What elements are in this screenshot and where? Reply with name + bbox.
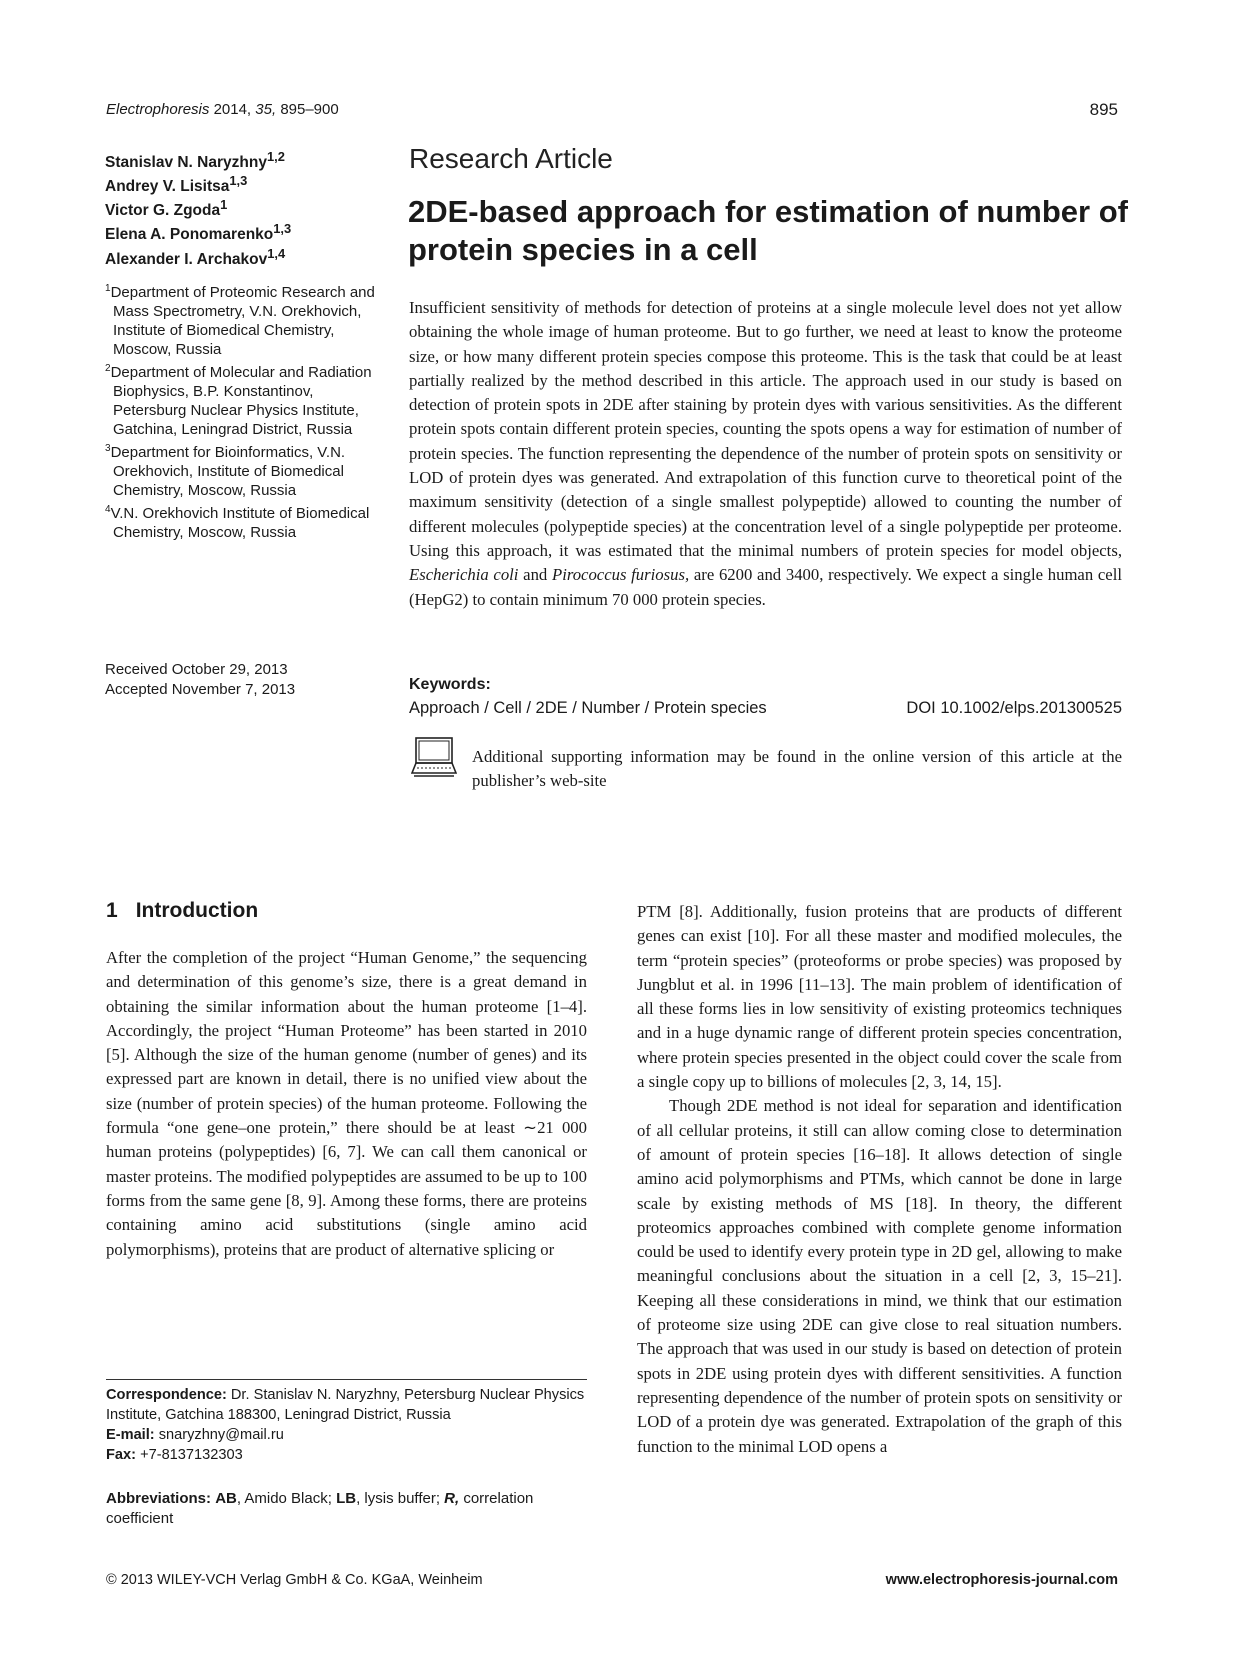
affiliation-list (105, 279, 380, 542)
author: Victor G. Zgoda$^1$ (105, 197, 228, 220)
accepted-date: Accepted November 7, 2013 (105, 681, 296, 698)
article-type: Research Article (409, 143, 613, 174)
article-dates (105, 660, 295, 700)
journal-volume: 35, (255, 101, 277, 118)
paragraph: PTM [8]. Additionally, fusion proteins that are products of different genes can exist [10]. For all these master and modified molecules, the term “protein species” (proteoforms or probe species) was proposed by Jungblut et al. in 1996 [11–13]. The main problem of identification of all these forms lies in low sensitivity of existing proteomics techniques and in a huge dynamic range of different protein species concentration, where protein species presented in the object could cover the scale from a single copy up to billions of molecules [2, 3, 14, 15]. (637, 902, 1122, 1092)
author-list (105, 148, 291, 269)
paragraph: Though 2DE method is not ideal for separation and identification of all cellular proteins, it still can allow coming close to determination of amount of protein species [16–18]. It allows detection of single amino acid polymorphisms and PTMs, which cannot be done in large scale by existing methods of MS [18]. In theory, the different proteomics approaches combined with complete genome information could be used to identify every protein type in 2D gel, allowing to make meaningful conclusions about the situation in a cell [2, 3, 15–21]. Keeping all these considerations in mind, we think that our estimation of proteome size using 2DE can give close to real situation numbers. The approach that was used in our study is based on detection of protein spots in 2DE using protein dyes with different sensitivities. A function representing dependence of the number of protein spots on sensitivity or LOD of a protein dye was generated. Extrapolation of the graph of this function to the minimal LOD opens a (637, 1096, 1122, 1456)
email-link[interactable]: snaryzhny@mail.ru (154, 1427, 284, 1443)
intro-left-column: After the completion of the project “Human Genome,” the sequencing and determination of this genome’s size, there is a great demand in obtaining the similar information about the human proteome [1–4]. Accordingly, the project “Human Proteome” has been started in 2010 [5]. Although the size of the human genome (number of genes) and its expressed part are known in detail, there is no unified view about the size (number of protein species) of the human proteome. Following the formula “one gene–one protein,” there should be at least ∼21 000 human proteins (polypeptides) [6, 7]. We can call them canonical or master proteins. The modified polypeptides are assumed to be up to 100 forms from the same gene [8, 9]. Among these forms, there are proteins containing amino acid substitutions (single amino acid polymorphisms), proteins that are product of alternative splicing or (106, 948, 587, 1259)
keyword-list: Approach / Cell / 2DE / Number / Protein species (409, 699, 767, 717)
supporting-info-note: Additional supporting information may be found in the online version of this article at the publisher’s web-site (472, 747, 1122, 790)
abbreviations: Abbreviations: AB, Amido Black; LB, lysis buffer; R, correlation coefficient (106, 1490, 534, 1527)
affiliation: $^1$Department of Proteomic Research and Mass Spectrometry, V.N. Orekhovich, Institute of Biomedical Chemistry, Moscow, Russia (105, 283, 375, 358)
journal-pages: 895–900 (280, 101, 339, 118)
keywords-line (409, 699, 1122, 718)
section-heading: 1 Introduction (106, 899, 259, 922)
running-head (106, 101, 339, 118)
computer-icon (411, 737, 457, 777)
article-title: 2DE-based approach for estimation of number of protein species in a cell (408, 194, 1128, 267)
footnote-rule (106, 1379, 587, 1380)
abstract: Insufficient sensitivity of methods for detection of proteins at a single molecule level does not yet allow obtaining the whole image of human proteome. But to go further, we need at least to know the proteome size, or how many different protein species compose this proteome. This is the task that could be at least partially realized by the method described in this article. The approach used in our study is based on detection of protein spots in 2DE after staining by protein dyes with various sensitivities. As the different protein spots contain different protein species, counting the spots opens a way for estimation of number of protein species. The function representing the dependence of the number of protein spots on sensitivity or LOD of protein dyes was generated. And extrapolation of this function curve to theoretical point of the maximum sensitivity (detection of a single smallest polypeptide) allowed to counting the number of different molecules (polypeptide species) at the concentration level of a single polypeptide per proteome. Using this approach, it was estimated that the minimal numbers of protein species for model objects, Escherichia coli and Pirococcus furiosus, are 6200 and 3400, respectively. We expect a single human cell (HepG2) to contain minimum 70 000 protein species. (409, 298, 1122, 609)
correspondence: Correspondence: Dr. Stanislav N. Naryzhny, Petersburg Nuclear Physics Institute, Gatchina 188300, Leningrad District, Russia E-mail: snaryzhny@mail.ru Fax: +7-8137132303 (106, 1387, 585, 1463)
affiliation: $^4$V.N. Orekhovich Institute of Biomedical Chemistry, Moscow, Russia (105, 504, 370, 541)
copyright: © 2013 WILEY-VCH Verlag GmbH & Co. KGaA, Weinheim (106, 1572, 483, 1588)
author: Elena A. Ponomarenko$^{1,3}$ (105, 221, 292, 244)
keywords-heading: Keywords: (409, 676, 491, 693)
author: Alexander I. Archakov$^{1,4}$ (105, 245, 286, 268)
author: Andrey V. Lisitsa$^{1,3}$ (105, 173, 248, 196)
doi[interactable]: DOI 10.1002/elps.201300525 (906, 699, 1122, 717)
journal-name: Electrophoresis (106, 101, 210, 118)
journal-url[interactable]: www.electrophoresis-journal.com (885, 1572, 1118, 1588)
affiliation: $^2$Department of Molecular and Radiation Biophysics, B.P. Konstantinov, Petersburg Nuclear Physics Institute, Gatchina, Leningrad District, Russia (105, 363, 372, 438)
received-date: Received October 29, 2013 (105, 661, 288, 678)
intro-right-column (637, 900, 1122, 1459)
author: Stanislav N. Naryzhny$^{1,2}$ (105, 149, 285, 172)
affiliation: $^3$Department for Bioinformatics, V.N. Orekhovich, Institute of Biomedical Chemistry, Moscow, Russia (105, 443, 346, 499)
journal-year: 2014, (213, 101, 252, 118)
page-number: 895 (1089, 100, 1118, 119)
